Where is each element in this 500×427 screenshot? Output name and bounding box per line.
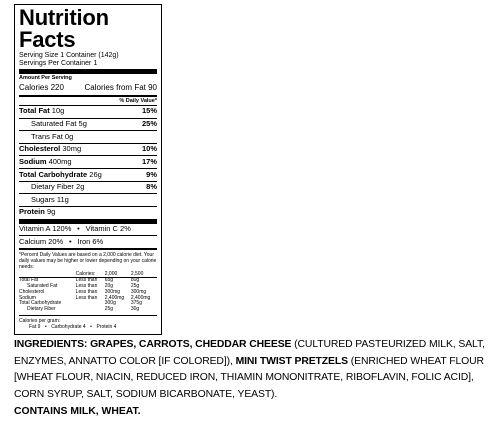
table-cell: 300g — [104, 300, 116, 307]
nutrient-dv: 10% — [141, 144, 157, 154]
servings-per-container: Servings Per Container 1 — [19, 60, 157, 74]
carbohydrate-per-gram: Carbohydrate 4 — [51, 324, 86, 331]
nutrient-amount: 10g — [51, 106, 65, 116]
nutrient-dv: 9% — [146, 169, 157, 179]
nutrient-row-protein — [19, 206, 157, 224]
nutrient-row-total-fat — [19, 105, 157, 118]
nutrient-name: Sodium — [19, 156, 47, 166]
iron: Iron 6% — [77, 236, 104, 246]
table-cell: 30g — [130, 306, 140, 313]
bullet: • — [77, 224, 80, 234]
table-cell: Total Carbohydrate — [19, 300, 62, 307]
table-cell: 2,400mg — [130, 294, 151, 301]
ingredient-segment: GRAPES, CARROTS, CHEDDAR CHEESE — [90, 339, 292, 350]
table-row — [19, 307, 157, 313]
nutrient-amount: 9g — [46, 207, 56, 217]
table-cell: Total Fat — [19, 277, 39, 284]
nutrient-row-trans-fat — [19, 130, 157, 143]
table-cell: Less than — [75, 277, 98, 284]
nutrient-name: Total Fat — [19, 106, 50, 116]
table-cell: 25g — [130, 283, 140, 290]
table-cell: 2,400mg — [104, 294, 125, 301]
nutrient-name: Dietary Fiber — [31, 182, 74, 192]
protein-per-gram: Protein 4 — [96, 324, 117, 331]
vitamin-row-1 — [19, 224, 157, 236]
calories-row — [19, 82, 157, 96]
nutrient-row-sodium — [19, 155, 157, 168]
bullet: • — [44, 324, 47, 331]
table-cell: 25g — [104, 306, 114, 313]
table-cell: Dietary Fiber — [27, 306, 56, 313]
daily-value-header: % Daily Value* — [119, 97, 157, 104]
nutrient-name: Trans Fat — [31, 131, 63, 141]
fat-per-gram: Fat 9 — [29, 324, 41, 331]
calories-per-gram-values — [19, 324, 157, 331]
daily-value-footnote: *Percent Daily Values are based on a 2,000 calorie diet. Your daily values may be higher or lower depending on your calorie needs: — [19, 251, 157, 271]
nutrition-facts-label — [14, 4, 162, 335]
nutrient-amount: 0g — [64, 131, 74, 141]
amount-per-serving: Amount Per Serving — [19, 75, 72, 82]
table-cell: Saturated Fat — [27, 283, 58, 290]
table-cell: 375g — [130, 300, 142, 307]
vitamin-row-2 — [19, 235, 157, 250]
bullet: • — [68, 236, 72, 246]
calories-from-fat: Calories from Fat 90 — [84, 83, 157, 93]
ingredient-segment: (ENRICHED WHEAT FLOUR [WHEAT FLOUR, NIACIN, REDUCED IRON, THIAMIN MONONITRATE, RIBOFLAVIN, FOLIC ACID], CORN SYRUP, SALT, SODIUM BICARBONATE, YEAST). — [14, 355, 484, 400]
nutrient-amount: 26g — [89, 169, 102, 179]
table-cell: 2,500 — [130, 270, 144, 277]
table-cell: 80g — [130, 277, 140, 284]
calcium: Calcium 20% — [19, 236, 64, 246]
nutrient-amount: 2g — [76, 182, 85, 192]
nutrient-row-cholesterol — [19, 143, 157, 156]
nutrient-amount: 11g — [56, 194, 69, 204]
table-cell: 2,000 — [104, 270, 118, 277]
table-cell: Less than — [75, 294, 98, 301]
nutrient-name: Saturated Fat — [31, 119, 77, 129]
table-cell: Less than — [75, 283, 98, 290]
nutrient-dv: 17% — [141, 156, 157, 166]
nutrient-row-saturated-fat — [19, 118, 157, 131]
nutrient-name: Protein — [19, 207, 45, 217]
daily-value-table — [19, 272, 157, 313]
nutrition-facts-title: Nutrition Facts — [19, 5, 109, 52]
nutrient-name: Total Carbohydrate — [19, 169, 88, 179]
table-cell: 300mg — [130, 288, 147, 295]
nutrient-dv: 25% — [141, 119, 157, 129]
nutrient-row-sugars — [19, 193, 157, 206]
ingredients-statement — [14, 337, 494, 403]
nutrient-row-dietary-fiber — [19, 181, 157, 194]
serving-size: Serving Size 1 Container (142g) — [19, 52, 119, 59]
ingredient-segment: MINI TWIST PRETZELS — [235, 355, 348, 367]
bullet: • — [90, 324, 92, 331]
nutrient-dv: 15% — [141, 106, 157, 116]
nutrient-dv: 8% — [146, 182, 157, 192]
nutrient-amount: 30mg — [62, 144, 82, 154]
nutrient-row-total-carbohydrate — [19, 168, 157, 181]
calories-per-gram — [19, 315, 157, 331]
table-cell — [76, 307, 105, 313]
allergen-statement: CONTAINS MILK, WHEAT. — [14, 406, 141, 417]
table-cell: 20g — [104, 283, 114, 290]
table-cell: 65g — [104, 277, 114, 284]
table-cell: Sodium — [19, 294, 36, 301]
nutrient-amount: 5g — [78, 119, 87, 129]
ingredients-label: INGREDIENTS: — [14, 339, 88, 350]
nutrient-name: Cholesterol — [19, 144, 61, 154]
table-cell: 300mg — [104, 288, 121, 295]
vitamin-a: Vitamin A 120% — [19, 224, 72, 234]
nutrient-amount: 400mg — [48, 156, 72, 166]
nutrient-name: Sugars — [31, 194, 55, 204]
vitamin-c: Vitamin C 2% — [85, 224, 131, 234]
table-cell: Less than — [75, 288, 98, 295]
table-cell: Cholesterol — [19, 288, 45, 295]
ingredient-segment: (CULTURED PASTEURIZED MILK, SALT, ENZYMES, ANNATTO COLOR [IF COLORED]), — [14, 339, 485, 367]
table-cell: Calories: — [75, 270, 96, 277]
calories: Calories 220 — [19, 83, 64, 93]
calories-per-gram-label: Calories per gram: — [19, 317, 61, 324]
